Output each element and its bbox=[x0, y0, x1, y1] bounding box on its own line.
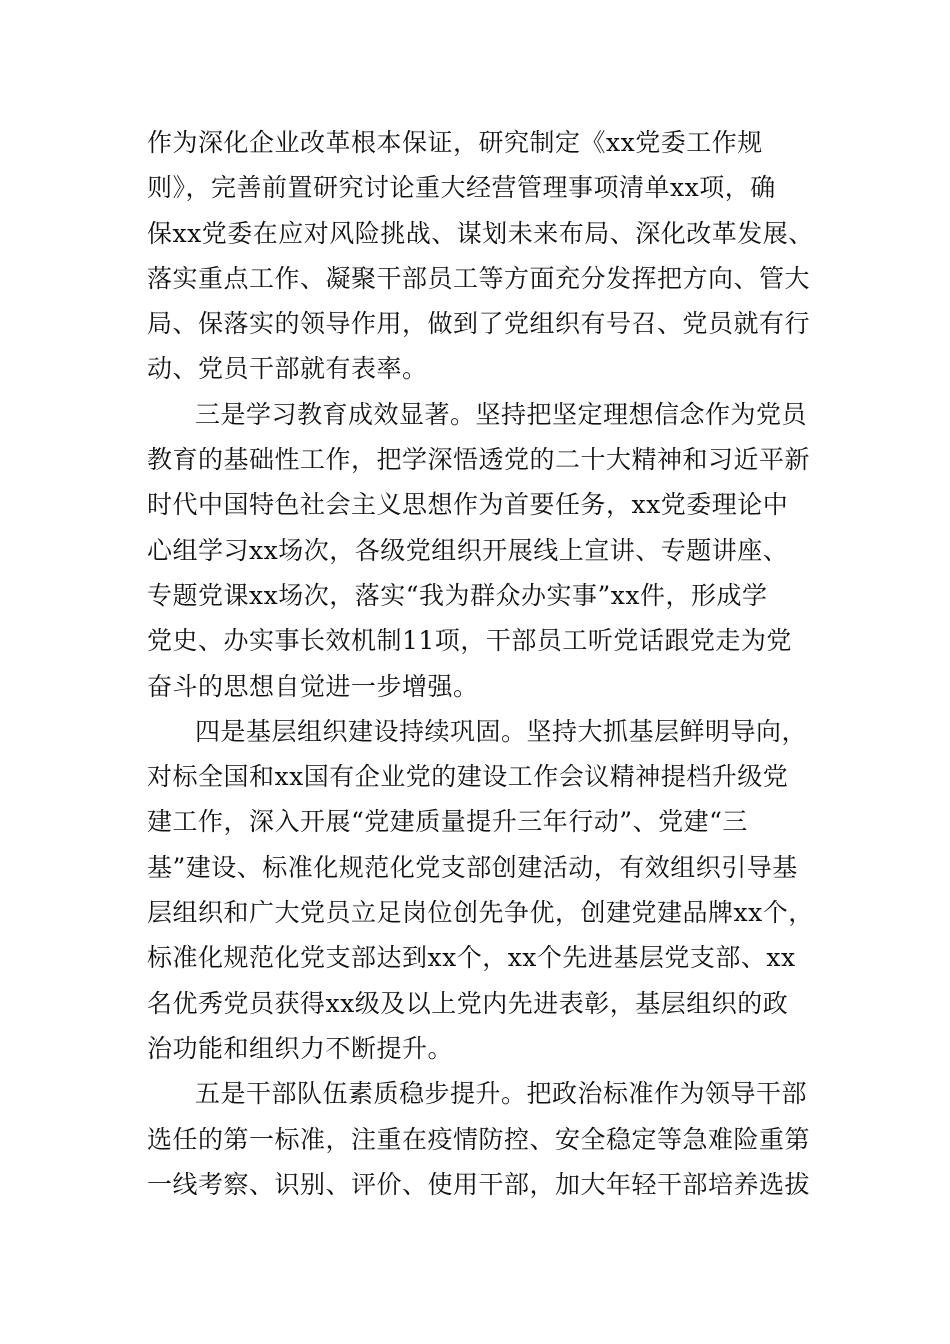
text-line: 标准化规范化党支部达到xx个，xx个先进基层党支部、xx bbox=[147, 943, 796, 973]
paragraph-first-line: 五是干部队伍素质稳步提升。把政治标准作为领导干部 bbox=[195, 1079, 808, 1109]
text-line: 则》，完善前置研究讨论重大经营管理事项清单xx项，确 bbox=[147, 173, 776, 203]
text-line: 保xx党委在应对风险挑战、谋划未来布局、深化改革发展、 bbox=[147, 218, 814, 248]
text-line: 局、保落实的领导作用，做到了党组织有号召、党员就有行 bbox=[147, 309, 811, 339]
text-line: 奋斗的思想自觉进一步增强。 bbox=[147, 671, 479, 701]
text-line: 选任的第一标准，注重在疫情防控、安全稳定等急难险重第 bbox=[147, 1124, 811, 1154]
text-line: 动、党员干部就有表率。 bbox=[147, 354, 428, 384]
text-line: 层组织和广大党员立足岗位创先争优，创建党建品牌xx个， bbox=[147, 898, 814, 928]
document-body bbox=[147, 120, 827, 1207]
text-line: 心组学习xx场次，各级党组织开展线上宣讲、专题讲座、 bbox=[147, 535, 789, 565]
paragraph-first-line: 四是基层组织建设持续巩固。坚持大抓基层鲜明导向， bbox=[195, 716, 808, 746]
text-line: 对标全国和xx国有企业党的建设工作会议精神提档升级党 bbox=[147, 762, 789, 792]
text-line: 一线考察、识别、评价、使用干部，加大年轻干部培养选拔 bbox=[147, 1169, 811, 1199]
paragraph-first-line: 三是学习教育成效显著。坚持把坚定理想信念作为党员 bbox=[195, 399, 808, 429]
text-line: 时代中国特色社会主义思想作为首要任务，xx党委理论中 bbox=[147, 490, 789, 520]
text-line: 落实重点工作、凝聚干部员工等方面充分发挥把方向、管大 bbox=[147, 263, 811, 293]
text-line: 教育的基础性工作，把学深悟透党的二十大精神和习近平新 bbox=[147, 445, 811, 475]
text-line: 名优秀党员获得xx级及以上党内先进表彰，基层组织的政 bbox=[147, 988, 789, 1018]
text-line: 党史、办实事长效机制11项，干部员工听党话跟党走为党 bbox=[147, 626, 792, 656]
text-line: 治功能和组织力不断提升。 bbox=[147, 1033, 454, 1063]
text-line: 专题党课xx场次，落实“我为群众办实事”xx件，形成学 bbox=[147, 580, 768, 610]
text-line: 作为深化企业改革根本保证，研究制定《xx党委工作规 bbox=[147, 128, 763, 157]
text-line: 建工作，深入开展“党建质量提升三年行动”、党建“三 bbox=[147, 807, 748, 837]
text-line: 基”建设、标准化规范化党支部创建活动，有效组织引导基 bbox=[147, 852, 798, 882]
